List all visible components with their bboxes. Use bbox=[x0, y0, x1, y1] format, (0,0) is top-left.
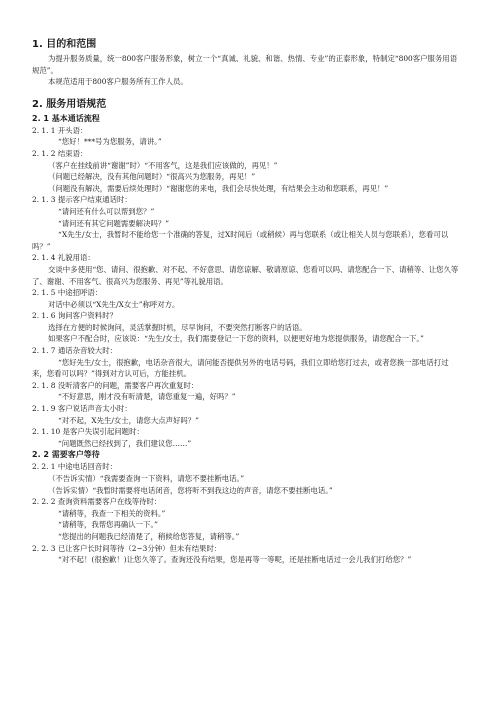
item-text: （告诉实情）“我暂时需要将电话闭音，您将听不到我这边的声音，请您不要挂断电话。” bbox=[48, 485, 333, 495]
item-text: “请稍等，我查一下相关的资料。” bbox=[58, 508, 166, 518]
item-heading: 2. 1. 6 询问客户资料时？ bbox=[32, 311, 117, 321]
item-text: “您好先生/女士，很抱歉，电话杂音很大，请问能否提供另外的电话号码，我们立即给您打过去，或者您换一部电话打过来，您看可以吗？”得到对方认可后，方能挂机。 bbox=[32, 357, 449, 379]
item-heading: 2. 1. 7 通话杂音较大时： bbox=[32, 346, 117, 356]
item-text: “请问还有其它问题需要解决吗？” bbox=[58, 218, 170, 228]
item-text: “请稍等，我帮您再确认一下。” bbox=[58, 520, 158, 530]
item-text: （不告诉实情）“我需要查询一下资料，请您不要挂断电话。” bbox=[48, 474, 245, 483]
item-text: “对不起！(很抱歉！)让您久等了。查询还没有结果，您是再等一等呢，还是挂断电话过一会儿我们打给您？” bbox=[58, 555, 412, 565]
item-text: “您提出的问题我已经清楚了，稍候给您答复，请稍等。” bbox=[58, 531, 240, 541]
section-heading-2: 2. 服务用语规范 bbox=[32, 98, 107, 110]
item-heading: 2. 1. 5 中途招呼语： bbox=[32, 288, 103, 298]
subsection-heading: 2. 2 需要客户等待 bbox=[32, 450, 100, 460]
item-text: 对话中必须以“X先生/X女士”称呼对方。 bbox=[48, 299, 180, 309]
item-text: “请问还有什么可以帮到您？” bbox=[58, 206, 155, 216]
paragraph: 本规范适用于800客户服务所有工作人员。 bbox=[48, 77, 188, 87]
item-text: “问题既然已经找到了，我们建议您……” bbox=[58, 438, 192, 448]
item-heading: 2. 1. 10 是客户失误引起问题时： bbox=[32, 427, 144, 437]
item-text: （客户在挂线前讲“谢谢”时）“不用客气，这是我们应该做的，再见！” bbox=[48, 160, 278, 170]
item-text: 交谈中多使用“您、请问、很抱歉、对不起、不好意思、请您谅解、敬请原谅、您看可以吗、请您配合一下、请稍等、让您久等了、谢谢、不用客气、很高兴为您服务、再见”等礼貌用语。 bbox=[32, 264, 459, 286]
item-text: “对不起，X先生/女士，请您大点声好吗？” bbox=[58, 415, 199, 425]
item-heading: 2. 2. 1 中途电话回音时： bbox=[32, 462, 117, 472]
item-text: 如果客户不配合时，应该说：“先生/女士，我们需要登记一下您的资料，以便更好地为您提供服务，请您配合一下。” bbox=[48, 334, 424, 344]
item-text: （问题已经解决，没有其他问题时）“很高兴为您服务，再见！” bbox=[48, 172, 256, 182]
item-text: 选择在方便的时候询问，灵活掌握时机，尽早询问，不要突然打断客户的话语。 bbox=[48, 322, 307, 332]
item-heading: 2. 2. 3 已让客户长时间等待（2~3分钟）但未有结果时： bbox=[32, 543, 222, 553]
item-text: （问题没有解决，需要后续处理时）“谢谢您的来电，我们会尽快处理，有结果会主动和您联系，再见！” bbox=[48, 183, 389, 193]
item-heading: 2. 1. 2 结束语： bbox=[32, 148, 88, 158]
item-heading: 2. 2. 2 查询资料需要客户在线等待时： bbox=[32, 497, 162, 507]
item-heading: 2. 1. 1 开头语： bbox=[32, 125, 88, 135]
section-heading-1: 1. 目的和范围 bbox=[32, 39, 97, 50]
item-text: “X先生/女士，我暂时不能给您一个准确的答复，过X时间后（或稍候）再与您联系（或让相关人员与您联系），您看可以吗？” bbox=[32, 230, 449, 251]
subsection-heading: 2. 1 基本通话流程 bbox=[32, 113, 100, 123]
item-heading: 2. 1. 4 礼貌用语： bbox=[32, 253, 95, 263]
item-text: “不好意思，刚才没有听清楚，请您重复一遍，好吗？” bbox=[58, 392, 236, 402]
item-heading: 2. 1. 9 客户说话声音太小时： bbox=[32, 404, 132, 414]
paragraph: 为提升服务质量，统一800客户服务形象，树立一个“真诚、礼貌、和谐、热情、专业”的正泰形象，特制定“800客户服务用语规范”。 bbox=[32, 54, 458, 75]
item-heading: 2. 1. 3 提示客户结束通话时： bbox=[32, 195, 132, 205]
item-heading: 2. 1. 8 没听清客户的问题，需要客户再次重复时： bbox=[32, 380, 199, 390]
item-text: “您好！***号为您服务，请讲。” bbox=[58, 137, 162, 147]
